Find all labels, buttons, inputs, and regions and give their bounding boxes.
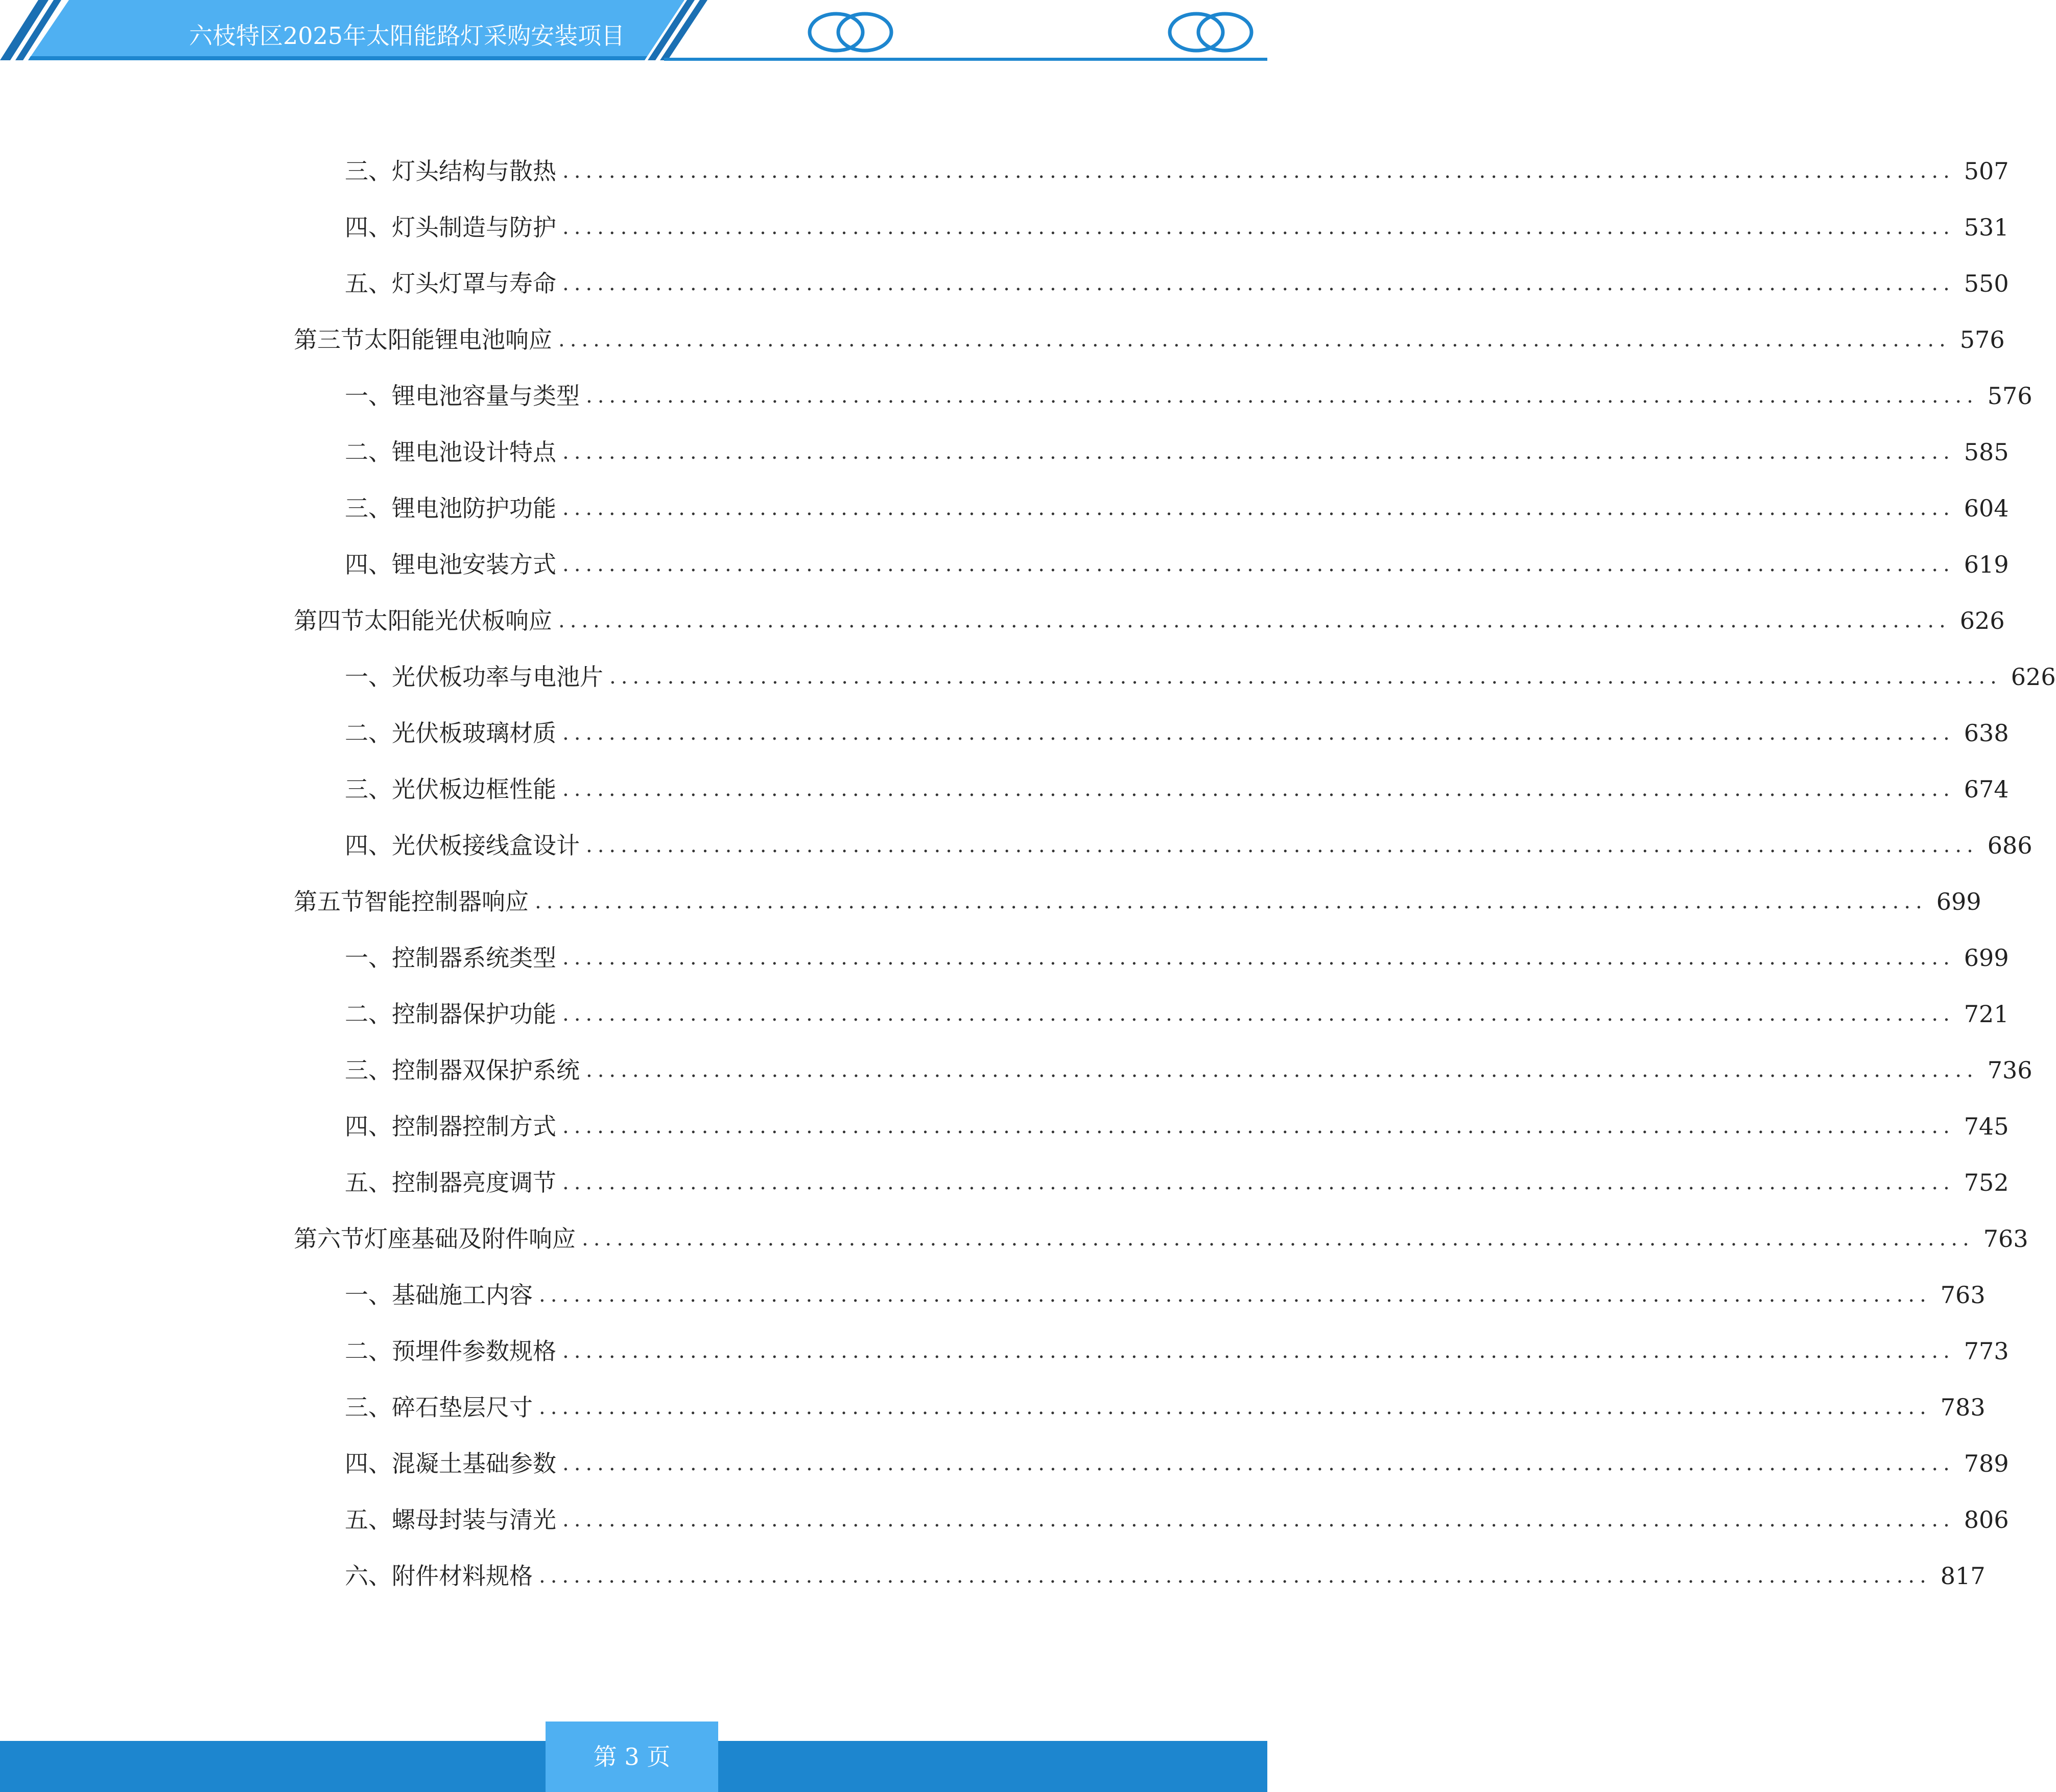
- toc-dot-leader: ........................................................................................................................: [539, 1564, 1931, 1588]
- toc-dot-leader: ........................................................................................................................: [562, 1339, 1955, 1363]
- toc-entry-number: 四、: [345, 832, 392, 859]
- toc-section-entry[interactable]: [294, 322, 2005, 358]
- toc-dot-leader: ........................................................................................................................: [562, 216, 1955, 239]
- document-title: 六枝特区2025年太阳能路灯采购安装项目: [189, 22, 625, 50]
- toc-entry-number: 三、: [345, 494, 392, 522]
- toc-entry-number: 六、: [345, 1562, 392, 1590]
- toc-entry-page: 674: [1964, 775, 2009, 803]
- toc-entry-page: 550: [1964, 270, 2009, 297]
- toc-entry-title: 附件材料规格: [392, 1562, 533, 1590]
- toc-subsection-entry[interactable]: [345, 1502, 2009, 1538]
- toc-subsection-entry[interactable]: [345, 1389, 1986, 1425]
- toc-entry-title: 智能控制器响应: [364, 888, 529, 915]
- toc-entry-page: 817: [1940, 1562, 1986, 1590]
- toc-subsection-entry[interactable]: [345, 1558, 1986, 1594]
- toc-entry-title: 光伏板边框性能: [392, 775, 556, 803]
- toc-entry-title: 螺母封装与清光: [392, 1506, 556, 1534]
- toc-entry-page: 736: [1987, 1056, 2033, 1084]
- toc-subsection-entry[interactable]: [345, 771, 2009, 807]
- toc-entry-page: 531: [1964, 214, 2009, 241]
- toc-entry-page: 699: [1964, 944, 2009, 972]
- toc-entry-title: 太阳能光伏板响应: [364, 607, 552, 634]
- toc-subsection-entry[interactable]: [345, 1333, 2009, 1369]
- toc-subsection-entry[interactable]: [345, 209, 2009, 245]
- toc-entry-page: 576: [1987, 382, 2033, 410]
- toc-section-entry[interactable]: [294, 603, 2005, 639]
- toc-subsection-entry[interactable]: [345, 490, 2009, 526]
- toc-dot-leader: ........................................................................................................................: [562, 777, 1955, 801]
- toc-entry-page: 789: [1964, 1450, 2009, 1477]
- toc-subsection-entry[interactable]: [345, 1052, 2033, 1088]
- toc-entry-title: 碎石垫层尺寸: [392, 1394, 533, 1421]
- toc-entry-number: 二、: [345, 1337, 392, 1365]
- toc-entry-page: 763: [1983, 1225, 2028, 1253]
- toc-entry-number: 三、: [345, 1056, 392, 1084]
- toc-dot-leader: ........................................................................................................................: [535, 890, 1927, 913]
- toc-entry-page: 619: [1964, 551, 2009, 578]
- toc-subsection-entry[interactable]: [345, 659, 2056, 695]
- toc-dot-leader: ........................................................................................................................: [558, 328, 1951, 351]
- toc-entry-number: 四、: [345, 214, 392, 241]
- toc-entry-page: 806: [1964, 1506, 2009, 1534]
- toc-dot-leader: ........................................................................................................................: [562, 1452, 1955, 1475]
- toc-subsection-entry[interactable]: [345, 1277, 1986, 1313]
- toc-subsection-entry[interactable]: [345, 828, 2033, 863]
- toc-subsection-entry[interactable]: [345, 434, 2009, 470]
- toc-entry-title: 锂电池设计特点: [392, 438, 556, 466]
- toc-dot-leader: ........................................................................................................................: [562, 1002, 1955, 1026]
- toc-section-entry[interactable]: [294, 884, 1981, 919]
- toc-entry-title: 控制器控制方式: [392, 1113, 556, 1140]
- toc-entry-page: 576: [1959, 326, 2005, 353]
- toc-entry-number: 五、: [345, 1169, 392, 1196]
- toc-entry-title: 混凝土基础参数: [392, 1450, 556, 1477]
- toc-entry-title: 太阳能锂电池响应: [364, 326, 552, 353]
- toc-subsection-entry[interactable]: [345, 996, 2009, 1032]
- toc-dot-leader: ........................................................................................................................: [562, 721, 1955, 745]
- toc-entry-number: 二、: [345, 438, 392, 466]
- toc-entry-title: 灯头灯罩与寿命: [392, 270, 556, 297]
- toc-entry-number: 一、: [345, 663, 392, 691]
- toc-entry-title: 光伏板接线盒设计: [392, 832, 580, 859]
- toc-dot-leader: ........................................................................................................................: [562, 553, 1955, 576]
- toc-entry-title: 锂电池容量与类型: [392, 382, 580, 410]
- toc-subsection-entry[interactable]: [345, 715, 2009, 751]
- toc-entry-title: 控制器亮度调节: [392, 1169, 556, 1196]
- toc-dot-leader: ........................................................................................................................: [562, 497, 1955, 520]
- toc-entry-page: 638: [1964, 719, 2009, 747]
- toc-entry-page: 626: [1959, 607, 2005, 634]
- toc-entry-number: 一、: [345, 382, 392, 410]
- toc-entry-number: 四、: [345, 1113, 392, 1140]
- toc-subsection-entry[interactable]: [345, 547, 2009, 582]
- toc-entry-title: 灯头制造与防护: [392, 214, 556, 241]
- toc-subsection-entry[interactable]: [345, 153, 2009, 189]
- toc-section-entry[interactable]: [294, 1221, 2028, 1257]
- toc-entry-number: 第六节: [294, 1225, 364, 1253]
- toc-entry-page: 585: [1964, 438, 2009, 466]
- toc-entry-page: 752: [1964, 1169, 2009, 1196]
- toc-entry-number: 四、: [345, 1450, 392, 1477]
- toc-entry-number: 三、: [345, 157, 392, 185]
- toc-subsection-entry[interactable]: [345, 1165, 2009, 1200]
- toc-entry-title: 光伏板玻璃材质: [392, 719, 556, 747]
- toc-dot-leader: ........................................................................................................................: [562, 946, 1955, 970]
- toc-entry-title: 锂电池防护功能: [392, 494, 556, 522]
- toc-dot-leader: ........................................................................................................................: [562, 159, 1955, 183]
- toc-entry-number: 一、: [345, 944, 392, 972]
- toc-entry-page: 626: [2011, 663, 2056, 691]
- toc-entry-number: 三、: [345, 1394, 392, 1421]
- toc-dot-leader: ........................................................................................................................: [558, 609, 1951, 632]
- page-number: 第 3 页: [546, 1722, 718, 1792]
- toc-subsection-entry[interactable]: [345, 940, 2009, 976]
- toc-subsection-entry[interactable]: [345, 1109, 2009, 1144]
- toc-entry-title: 光伏板功率与电池片: [392, 663, 603, 691]
- toc-entry-page: 763: [1940, 1281, 1986, 1309]
- toc-dot-leader: ........................................................................................................................: [562, 1115, 1955, 1138]
- toc-entry-page: 745: [1964, 1113, 2009, 1140]
- toc-entry-title: 基础施工内容: [392, 1281, 533, 1309]
- toc-entry-title: 锂电池安装方式: [392, 551, 556, 578]
- toc-entry-title: 灯头结构与散热: [392, 157, 556, 185]
- toc-entry-number: 第五节: [294, 888, 364, 915]
- toc-subsection-entry[interactable]: [345, 266, 2009, 301]
- toc-subsection-entry[interactable]: [345, 378, 2033, 414]
- toc-entry-page: 699: [1936, 888, 1981, 915]
- toc-dot-leader: ........................................................................................................................: [562, 1171, 1955, 1194]
- toc-dot-leader: ........................................................................................................................: [539, 1283, 1931, 1307]
- toc-dot-leader: ........................................................................................................................: [539, 1396, 1931, 1419]
- toc-entry-title: 预埋件参数规格: [392, 1337, 556, 1365]
- toc-entry-title: 控制器系统类型: [392, 944, 556, 972]
- rings-logo-right-icon: [1165, 9, 1262, 55]
- toc-dot-leader: ........................................................................................................................: [586, 384, 1978, 408]
- toc-entry-number: 二、: [345, 1000, 392, 1028]
- toc-dot-leader: ........................................................................................................................: [586, 834, 1978, 857]
- toc-entry-number: 第四节: [294, 607, 364, 634]
- toc-dot-leader: ........................................................................................................................: [609, 665, 2002, 689]
- toc-dot-leader: ........................................................................................................................: [586, 1058, 1978, 1082]
- toc-entry-page: 721: [1964, 1000, 2009, 1028]
- toc-entry-number: 五、: [345, 270, 392, 297]
- page-header: [0, 0, 1267, 66]
- rings-logo-center-icon: [805, 9, 902, 55]
- toc-subsection-entry[interactable]: [345, 1446, 2009, 1481]
- toc-entry-title: 灯座基础及附件响应: [364, 1225, 576, 1253]
- toc-entry-number: 四、: [345, 551, 392, 578]
- toc-entry-page: 773: [1964, 1337, 2009, 1365]
- toc-dot-leader: ........................................................................................................................: [562, 440, 1955, 464]
- toc-entry-number: 三、: [345, 775, 392, 803]
- toc-entry-page: 507: [1964, 157, 2009, 185]
- toc-dot-leader: ........................................................................................................................: [562, 1508, 1955, 1531]
- toc-dot-leader: ........................................................................................................................: [562, 272, 1955, 295]
- toc-entry-page: 604: [1964, 494, 2009, 522]
- toc-entry-number: 五、: [345, 1506, 392, 1534]
- toc-entry-number: 第三节: [294, 326, 364, 353]
- toc-entry-page: 686: [1987, 832, 2033, 859]
- toc-entry-number: 一、: [345, 1281, 392, 1309]
- toc-entry-title: 控制器双保护系统: [392, 1056, 580, 1084]
- toc-dot-leader: ........................................................................................................................: [582, 1227, 1974, 1251]
- toc-entry-page: 783: [1940, 1394, 1986, 1421]
- toc-entry-title: 控制器保护功能: [392, 1000, 556, 1028]
- toc-entry-number: 二、: [345, 719, 392, 747]
